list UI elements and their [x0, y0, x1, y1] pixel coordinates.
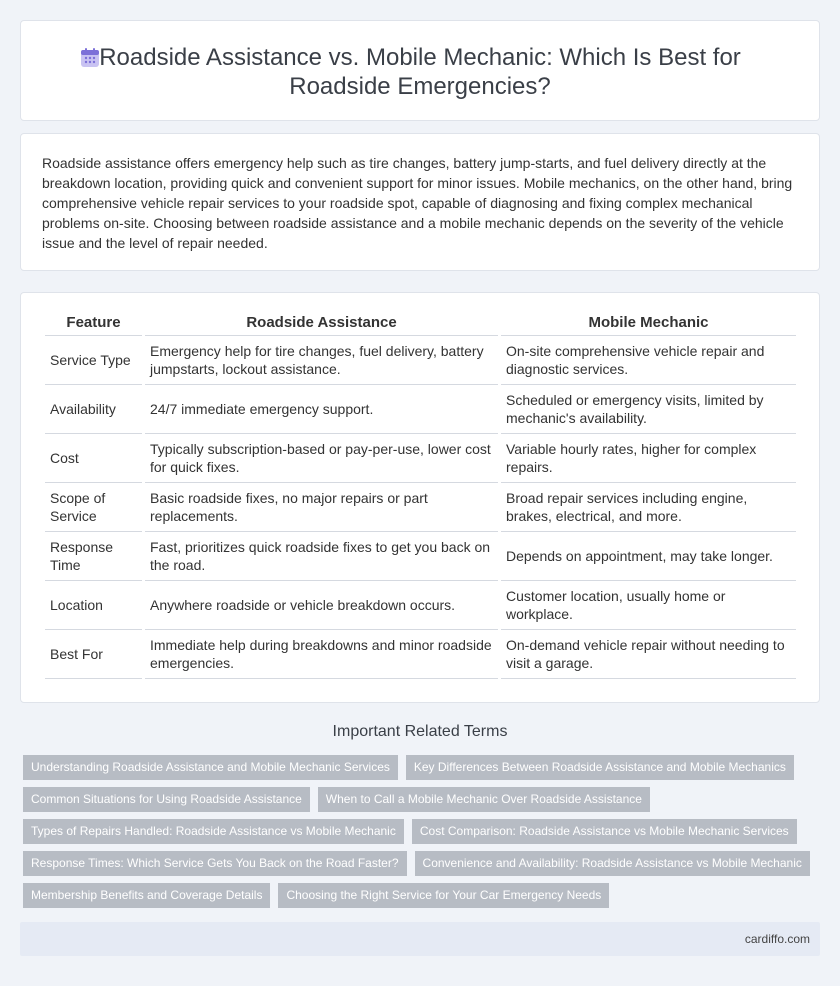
tag-row — [23, 755, 823, 780]
feature-cell: Cost — [45, 434, 142, 483]
mobile-mechanic-cell: On-site comprehensive vehicle repair and diagnostic services. — [501, 336, 796, 385]
roadside-assistance-cell: Typically subscription-based or pay-per-use, lower cost for quick fixes. — [145, 434, 498, 483]
table-row — [45, 581, 796, 630]
table-row — [45, 630, 796, 679]
related-term-link[interactable]: Choosing the Right Service for Your Car Emergency Needs — [278, 883, 609, 908]
table-row — [45, 434, 796, 483]
feature-cell: Availability — [45, 385, 142, 434]
roadside-assistance-cell: Emergency help for tire changes, fuel delivery, battery jumpstarts, lockout assistance. — [145, 336, 498, 385]
page-title-line-1: Roadside Assistance vs. Mobile Mechanic: Which Is Best for — [99, 44, 741, 71]
roadside-assistance-cell: Fast, prioritizes quick roadside fixes to get you back on the road. — [145, 532, 498, 581]
related-term-link[interactable]: Common Situations for Using Roadside Assistance — [23, 787, 310, 812]
related-term-link[interactable]: Cost Comparison: Roadside Assistance vs Mobile Mechanic Services — [412, 819, 797, 844]
table-row — [45, 336, 796, 385]
table-row — [45, 532, 796, 581]
related-term-link[interactable]: Response Times: Which Service Gets You Back on the Road Faster? — [23, 851, 407, 876]
comparison-table — [42, 310, 799, 679]
column-header-mobile-mechanic: Mobile Mechanic — [501, 310, 796, 336]
mobile-mechanic-cell: On-demand vehicle repair without needing to visit a garage. — [501, 630, 796, 679]
page-title — [21, 43, 819, 101]
footer — [20, 922, 820, 956]
related-terms-heading: Important Related Terms — [332, 723, 508, 740]
related-term-link[interactable]: Membership Benefits and Coverage Details — [23, 883, 270, 908]
mobile-mechanic-cell: Broad repair services including engine, brakes, electrical, and more. — [501, 483, 796, 532]
related-terms-list — [23, 755, 823, 915]
mobile-mechanic-cell: Scheduled or emergency visits, limited by mechanic's availability. — [501, 385, 796, 434]
table-header-row — [45, 310, 796, 336]
roadside-assistance-cell: 24/7 immediate emergency support. — [145, 385, 498, 434]
related-term-link[interactable]: Understanding Roadside Assistance and Mobile Mechanic Services — [23, 755, 398, 780]
page-title-line-2: Roadside Emergencies? — [289, 73, 551, 100]
table-row — [45, 483, 796, 532]
tag-row — [23, 787, 823, 812]
related-term-link[interactable]: Types of Repairs Handled: Roadside Assistance vs Mobile Mechanic — [23, 819, 404, 844]
tag-row — [23, 819, 823, 844]
table-row — [45, 385, 796, 434]
related-term-link[interactable]: When to Call a Mobile Mechanic Over Roadside Assistance — [318, 787, 650, 812]
related-term-link[interactable]: Convenience and Availability: Roadside Assistance vs Mobile Mechanic — [415, 851, 810, 876]
roadside-assistance-cell: Basic roadside fixes, no major repairs or part replacements. — [145, 483, 498, 532]
mobile-mechanic-cell: Customer location, usually home or workplace. — [501, 581, 796, 630]
feature-cell: Best For — [45, 630, 142, 679]
footer-site-link[interactable]: cardiffo.com — [744, 932, 810, 946]
tag-row — [23, 851, 823, 876]
comparison-card — [20, 292, 820, 703]
title-card — [20, 20, 820, 121]
intro-card — [20, 133, 820, 271]
feature-cell: Location — [45, 581, 142, 630]
related-term-link[interactable]: Key Differences Between Roadside Assistance and Mobile Mechanics — [406, 755, 794, 780]
feature-cell: Response Time — [45, 532, 142, 581]
mobile-mechanic-cell: Depends on appointment, may take longer. — [501, 532, 796, 581]
tag-row — [23, 883, 823, 908]
roadside-assistance-cell: Immediate help during breakdowns and minor roadside emergencies. — [145, 630, 498, 679]
column-header-feature: Feature — [45, 310, 142, 336]
column-header-roadside-assistance: Roadside Assistance — [145, 310, 498, 336]
intro-paragraph: Roadside assistance offers emergency help such as tire changes, battery jump-starts, and fuel delivery directly at the breakdown location, providing quick and convenient support for minor issues. Mobile mechanics, on the other hand, bring comprehensive vehicle repair services to your roadside spot, capable of diagnosing and fixing complex mechanical problems on-site. Choosing between roadside assistance and a mobile mechanic depends on the severity of the vehicle issue and the level of repair needed. — [42, 155, 793, 251]
mobile-mechanic-cell: Variable hourly rates, higher for complex repairs. — [501, 434, 796, 483]
feature-cell: Scope of Service — [45, 483, 142, 532]
feature-cell: Service Type — [45, 336, 142, 385]
roadside-assistance-cell: Anywhere roadside or vehicle breakdown occurs. — [145, 581, 498, 630]
